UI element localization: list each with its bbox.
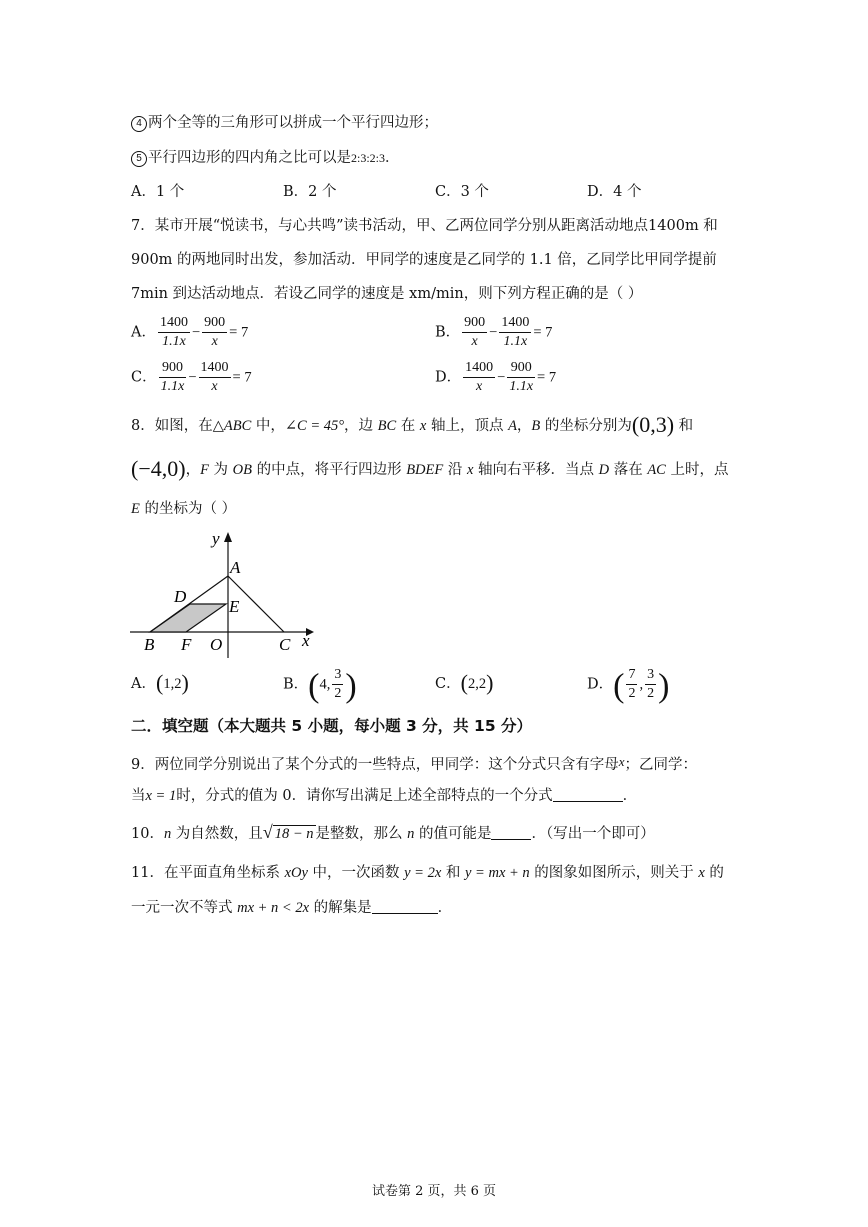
q11-line-2: 一元一次不等式 mx + n < 2x 的解集是 ． [131, 900, 453, 916]
q11-answer-blank [372, 899, 438, 914]
q8-option-c: C．(2,2) [435, 670, 494, 695]
q6-option-a: A．1 个 [131, 184, 185, 200]
q7-line-3: 7min 到达活动地点．若设乙同学的速度是 xm/min，则下列方程正确的是（ ） [131, 286, 643, 302]
label-x: x [302, 631, 310, 650]
q9-answer-blank [553, 787, 623, 802]
q6-option-c: C．3 个 [435, 184, 489, 200]
label-d: D [174, 587, 187, 606]
q8-line-1: 8．如图，在△ABC 中，∠C = 45°，边 BC 在 x 轴上，顶点 A，B 的坐标分别为(0,3) 和 [131, 412, 694, 437]
label-e: E [229, 597, 240, 616]
q8-figure [128, 528, 328, 658]
q8-line-2: (−4,0)，F 为 OB 的中点，将平行四边形 BDEF 沿 x 轴向右平移．当点 D 落在 AC 上时，点 [131, 456, 729, 481]
y-axis-arrow [224, 532, 232, 542]
q8-option-a: A．(1,2) [131, 670, 189, 695]
q10-line: 10．n 为自然数，且√ 18 − n 是整数，那么 n 的值可能是 ．（写出一个即可） [131, 822, 655, 842]
q10-answer-blank [491, 825, 531, 840]
q9-line-2: 当x = 1时，分式的值为 0．请你写出满足上述全部特点的一个分式 ． [131, 788, 638, 804]
circled-number-5: 5 [131, 151, 147, 167]
page-footer: 试卷第 2 页，共 6 页 [371, 1184, 497, 1199]
q7-option-a: A． $\frac{1400}{1.1x}$ − $\frac{900}{x}$ = 7 [131, 315, 249, 349]
q9-line-1: 9．两位同学分别说出了某个分式的一些特点，甲同学：这个分式只含有字母x；乙同学： [131, 754, 698, 773]
q7-line-1: 7．某市开展“悦读书，与心共鸣”读书活动，甲、乙两位同学分别从距离活动地点1400m 和 [131, 218, 718, 234]
statement-4: 4 两个全等的三角形可以拼成一个平行四边形； [131, 112, 438, 134]
q8-option-d: D．( $\frac{7}{2}$ , $\frac{3}{2}$ ) [587, 667, 670, 705]
section-heading-fill-in: 二．填空题（本大题共 5 小题，每小题 3 分，共 15 分） [131, 717, 533, 735]
q6-option-b: B．2 个 [283, 184, 337, 200]
circled-number-4: 4 [131, 116, 147, 132]
label-f: F [181, 635, 192, 654]
label-a: A [230, 558, 241, 577]
q7-option-d: D． $\frac{1400}{x}$ − $\frac{900}{1.1x}$ = 7 [435, 360, 557, 394]
label-c: C [279, 635, 291, 654]
q7-option-b: B． $\frac{900}{x}$ − $\frac{1400}{1.1x}$ = 7 [435, 315, 553, 349]
q7-line-2: 900m 的两地同时出发，参加活动．甲同学的速度是乙同学的 1.1 倍，乙同学比甲同学提前 [131, 252, 717, 268]
q7-option-c: C． $\frac{900}{1.1x}$ − $\frac{1400}{x}$ = 7 [131, 360, 252, 394]
parallelogram-bdef [150, 604, 226, 632]
q11-line-1: 11．在平面直角坐标系 xOy 中，一次函数 y = 2x 和 y = mx + n 的图象如图所示，则关于 x 的 [131, 865, 724, 881]
label-o: O [210, 635, 223, 654]
label-b: B [144, 635, 155, 654]
q8-line-3: E 的坐标为（ ） [131, 501, 237, 517]
q8-option-b: B．(4, $\frac{3}{2}$ ) [283, 667, 357, 705]
q6-option-d: D．4 个 [587, 184, 642, 200]
label-y: y [212, 529, 220, 548]
statement-5: 5 平行四边形的四内角之比可以是2:3:2:3． [131, 147, 400, 169]
